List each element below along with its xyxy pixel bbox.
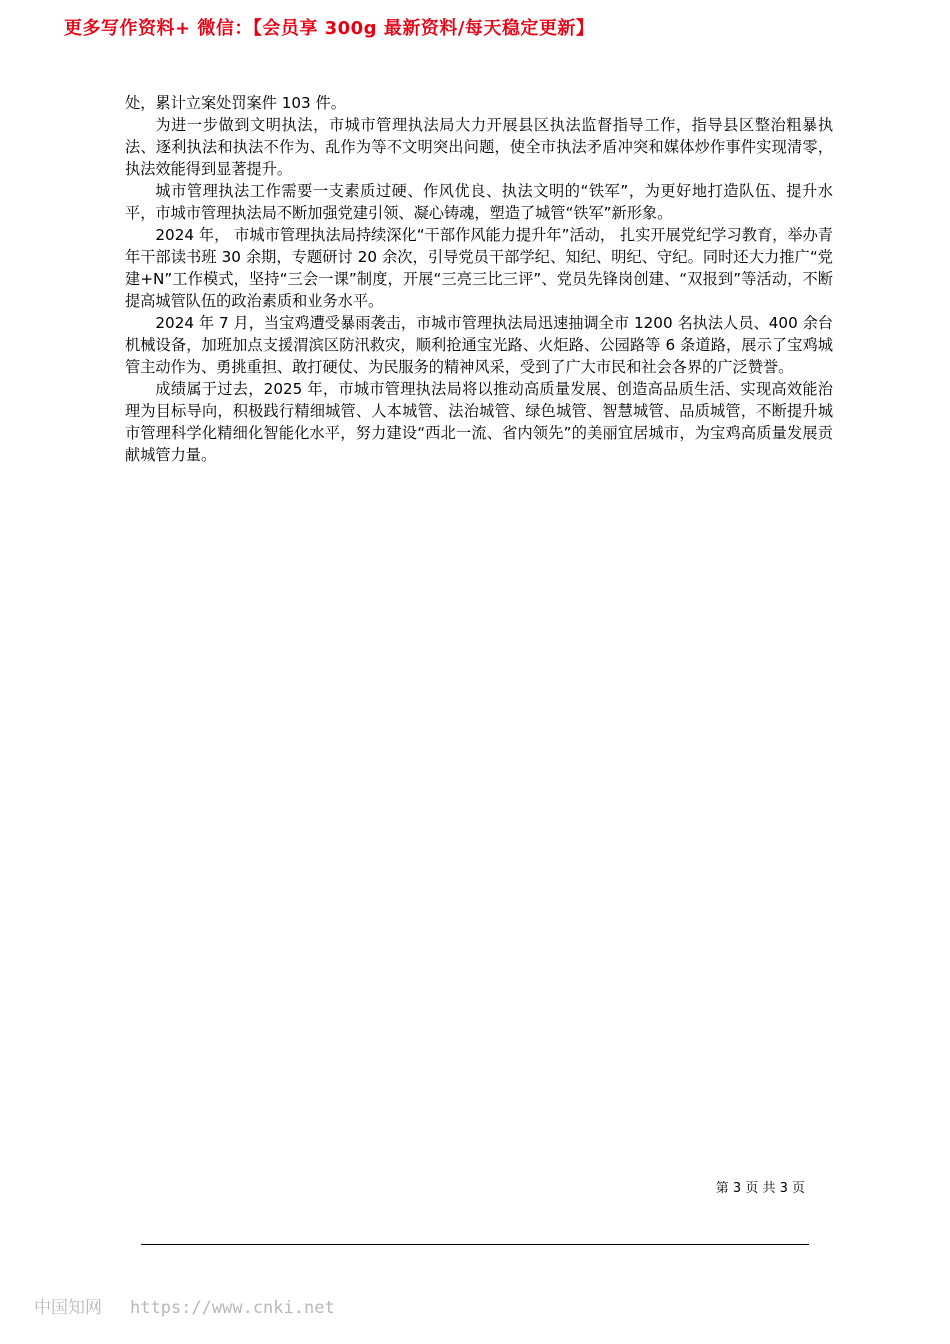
- footer-divider: [141, 1244, 809, 1245]
- promo-banner: 更多写作资料+ 微信：【会员享 300g 最新资料/每天稳定更新】: [64, 18, 595, 39]
- document-body: [125, 92, 833, 466]
- paragraph-civil-enforcement: 为进一步做到文明执法，市城市管理执法局大力开展县区执法监督指导工作，指导县区整治粗暴执法、逐利执法和执法不作为、乱作为等不文明突出问题，使全市执法矛盾冲突和媒体炒作事件实现清零，执法效能得到显著提升。: [125, 116, 833, 178]
- paragraph-outlook: 成绩属于过去，2025 年，市城市管理执法局将以推动高质量发展、创造高品质生活、实现高效能治理为目标导向，积极践行精细城管、人本城管、法治城管、绿色城管、智慧城管、品质城管，不断提升城市管理科学化精细化智能化水平，努力建设“西北一流、省内领先”的美丽宜居城市，为宝鸡高质量发展贡献城管力量。: [125, 380, 833, 464]
- watermark-url: https://www.cnki.net: [130, 1298, 335, 1318]
- paragraph-flood-relief: 2024 年 7 月，当宝鸡遭受暴雨袭击，市城市管理执法局迅速抽调全市 1200 名执法人员、400 余台机械设备，加班加点支援渭滨区防汛救灾，顺利抢通宝光路、火炬路、公园路等 6 条道路，展示了宝鸡城管主动作为、勇挑重担、敢打硬仗、为民服务的精神风采，受到了广大市民和社会各界的广泛赞誉。: [125, 314, 833, 376]
- watermark-site-name: 中国知网: [34, 1298, 102, 1318]
- paragraph-iron-army: 城市管理执法工作需要一支素质过硬、作风优良、执法文明的“铁军”，为更好地打造队伍、提升水平，市城市管理执法局不断加强党建引领、凝心铸魂，塑造了城管“铁军”新形象。: [125, 182, 833, 222]
- paragraph-party-building: 2024 年， 市城市管理执法局持续深化“干部作风能力提升年”活动， 扎实开展党纪学习教育，举办青年干部读书班 30 余期，专题研讨 20 余次，引导党员干部学纪、知纪、明纪、守纪。同时还大力推广“党建+N”工作模式，坚持“三会一课”制度，开展“三亮三比三评”、党员先锋岗创建、“双报到”等活动，不断提高城管队伍的政治素质和业务水平。: [125, 226, 833, 310]
- paragraph-continuation: 处，累计立案处罚案件 103 件。: [125, 94, 346, 112]
- page-number: 第 3 页 共 3 页: [715, 1181, 805, 1196]
- site-watermark: [34, 1293, 335, 1318]
